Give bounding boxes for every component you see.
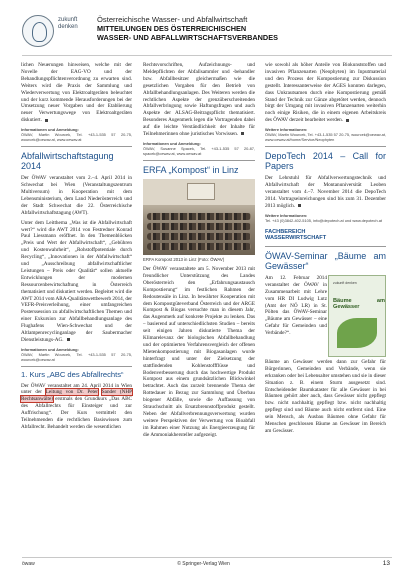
col2-paragraph-1 bbox=[143, 62, 255, 138]
header-divider bbox=[22, 55, 392, 56]
section-label-line-2: WASSERWIRTSCHAFT bbox=[265, 235, 327, 242]
info-text: ÖWAV, Martin Wourcek, Tel. +43-1-535 57 20-75, wourcek@oewav.at, www.oewav.at bbox=[21, 132, 132, 143]
end-mark-icon bbox=[67, 338, 70, 341]
col1-paragraph-2 bbox=[21, 220, 132, 344]
section-label-line-1: FACHBEREICH bbox=[265, 228, 306, 235]
info-text: Tel. +43 (0)3842-402-5105, info@depotech.at und www.depotech.at bbox=[265, 217, 382, 223]
photo-caption: ERFA Kompost 2013 in Linz (Foto: ÖWAV) bbox=[143, 256, 225, 262]
photo-audience-row bbox=[147, 233, 251, 240]
divider bbox=[143, 160, 255, 161]
divider bbox=[265, 246, 386, 247]
seminar-flyer-image bbox=[328, 275, 386, 357]
masthead-title-line-1: MITTEILUNGEN DES ÖSTERREICHISCHEN bbox=[97, 24, 247, 33]
column-2 bbox=[143, 62, 255, 442]
photo-audience-row bbox=[147, 243, 251, 250]
photo-audience-row bbox=[147, 223, 251, 230]
info-label: Weitere Informationen: bbox=[265, 127, 308, 133]
col1-intro-paragraph bbox=[21, 62, 132, 124]
highlighted-text-1: Leitung von Dr. Peter bbox=[45, 389, 99, 396]
col3-paragraph-1 bbox=[265, 62, 386, 124]
col2-info-block-1 bbox=[143, 141, 255, 156]
col3-info-block-2 bbox=[265, 213, 386, 223]
end-mark-icon bbox=[45, 119, 48, 122]
col2-paragraph-2: Der ÖWAV veranstaltete am 5. November 2013 mit freundlicher Unterstützung des Landes Oberösterreich den „Erfahrungsaustausch Kompostierung“ im festlichen Rahmen der Redoutensäle in Linz. In bewährter Kooperation mit dem Kompostgüteverband Österreich und der ARGE Kompost & Biogas versuchte man in diesem Jahr, das Augenmerk auf konkrete Projekte zu lenken. Das – basierend auf unterschiedlichsten Studien – bereits seit einigen Jahren diskutierte Thema der Klimarelevanz der biologischen Abfallbehandlung und der optimierten Verfahrensvergleich der offenen Mietenkompostierung mit Biogasanlagen wurde hinterfragt und unter der Zielsetzung der stattfindenden Kohlenstoffflüsse und Bodenverbesserung durch das hochwertige Produkt Kompost aus einem grundsätzlichen Blickwinkel betrachtet. Auch das zurzeit brennende Thema der Rottedauer in Bezug zur Sammlung und Überbau biogener Abfälle, sowie die Auffassung von Strauchschnitt als Ersatzbrennstoffprodukt gestellt. Neben der Abfallverbrennungsverwertung wurden weitere Perspektiven der Verwertung von Bioabfall im Rahmen einer Nutzung als Energieerzeugung für die Ammoniakhersteller aufgezeigt. bbox=[143, 265, 255, 438]
col1-paragraph-3 bbox=[21, 383, 132, 431]
col2-paragraph-1-text: Rechtsvorschriften, Aufzeichnungs- und Meldepflichten der Abfallsammler und -behandler bzw. Abfallbesitzer gleichermaßen wie die gesetzlichen Vorgaben für den Betrieb von Abfallbehandlungsanlagen. Des Weiteren werden die rechtlichen Aspekte der grenzüberschreitenden Abfallverbringung sowie Haftungsfragen und auch Aspekte der ALSAG-Beitragspflicht thematisiert. Besonderes Augenmerk legen die Vortragenden dabei auf die leichte Verständlichkeit der Inhalte für Teilnehmerinnen ohne juristisches Vorwissen. bbox=[143, 62, 255, 138]
info-text: ÖWAV, Susanne Spacek, Tel. +43-1-535 57 20-87, spacek@oewav.at, www.oewav.at bbox=[143, 145, 255, 156]
end-mark-icon bbox=[346, 119, 349, 122]
leaf-graphic-icon bbox=[337, 318, 377, 348]
info-label: Weitere Informationen: bbox=[265, 212, 308, 218]
divider bbox=[21, 146, 132, 147]
seminar-intro-text: Am 12. Februar 2014 veranstaltet der ÖWAV in Zusammenarbeit mit Lehre vom HR DI Ludwig Lutz (Amt der NÖ LR) in St. Pölten das ÖWAV-Seminar „Bäume am Gewässer – eine Gefahr für Gemeinden und Verbände?“. bbox=[265, 274, 327, 337]
oewav-logo-icon bbox=[22, 15, 54, 47]
page-number: 13 bbox=[382, 560, 390, 567]
heading-abfallwirtschaftstagung: Abfallwirtschaftstagung 2014 bbox=[21, 151, 114, 172]
info-label: Informationen und Anmeldung: bbox=[21, 346, 79, 352]
photo-audience-row bbox=[147, 213, 251, 220]
heading-erfa-kompost: ERFA „Kompost“ in Linz bbox=[143, 164, 239, 175]
flyer-title: Bäume am Gewässer bbox=[333, 297, 385, 310]
col3-info-block-1 bbox=[265, 127, 386, 142]
col3-paragraph-3: Bäume an Gewässer werden dann zur Gefahr für Bürgerinnen, Gemeinden und Verbände, wenn sie erkranken oder bei Lebensalter umstehen und sie in dieser Situation z. B. einem Sturm ausgesetzt sind. Entscheidender Baumkataster für alle Gewässer in bei Bäumen gehört aber auch, dass Gewässer nicht gepflegt bzw. nicht nachhaltig gepflegt bzw. nicht nachhaltig gepflegt sind und Bäume auch nicht entfernt sind. Eine sein Mensch, als Ausbau Bäumen ohne Gefahr für Menschen geschlossen Bäume an Gewässer im Bereich am Gewässer. bbox=[265, 358, 386, 434]
info-label: Informationen und Anmeldung: bbox=[21, 127, 79, 133]
highlighted-text-2: Sander (NHP Rechtsanwälte) bbox=[21, 389, 132, 403]
divider bbox=[21, 366, 132, 367]
masthead-title bbox=[97, 25, 278, 42]
info-text: ÖWAV, Martin Wourcek, Tel. +43-1-535 57 20-75, wourcek@oewav.at, www.oewav.at/home/Service/Neophyten bbox=[265, 132, 386, 143]
col1-paragraph-1: Der ÖWAV veranstaltet vom 2.–4. April 2014 in Schwechat bei Wien (Veranstaltungszentrum Multiversum) in Kooperation mit dem Lebensministerium, dem Land Niederösterreich und der Stadt Schwechat die 22. Österreichische Abfallwirtschaftstagung (AWT). bbox=[21, 175, 132, 216]
info-label: Informationen und Anmeldung: bbox=[143, 140, 201, 146]
col1-paragraph-2-text: Unter dem Leitthema „Was ist die Abfallwirtschaft wert?“ wird die AWT 2014 von Festredner Konrad Paul Liessmann eröffnet. In den Themenblöcken „Preis und Wert der Abfallwirtschaft“, „Gebühren und Kostenwahrheit“, „Rohstoffpotentiale durch Recycling“, „Innovationen in der Abfallwirtschaft“ und „Ausschreibung abfallwirtschaftlicher Leistungen – Preis oder Qualität“ sollen aktuelle Entwicklungen der modernen Ressourcenbewirtschaftung in Österreich thematisiert und diskutiert werden. Begleitet wird die AWT 2014 vom ARA-Qualitätswettbewerb 2014, der VEFR-Preisverleihung, einer umfangreichen Posterssession zu abfallwirtschaftlichen Themen und einer Exkursion zur Abfallbehandlungsanlage des Flughafens Wien-Schwechat und der Altlampenrecyclinganlage der Saubermacher Dienstleistungs-AG. bbox=[21, 219, 132, 343]
column-1 bbox=[21, 62, 132, 434]
flyer-logo-text: zukunft denken bbox=[333, 280, 357, 285]
col1-paragraph-3-end: erstmals den Grundkurs „Das ABC des Abfallrechts für Einsteiger und zur Auffrischung“. Der Kurs vermittelt den Teilnehmenden die rechtlichen Basiswissen zum Abfallrecht. Behandelt werden die wesentlichen bbox=[21, 396, 132, 430]
heading-seminar-baeume: ÖWAV-Seminar „Bäume am Gewässer“ bbox=[265, 250, 386, 271]
col1-info-block-1 bbox=[21, 127, 132, 142]
end-mark-icon bbox=[298, 204, 301, 207]
logo-text: zukunft denken bbox=[58, 17, 78, 30]
footer-copyright: © Springer-Verlag Wien bbox=[177, 561, 230, 567]
col1-intro-text: lichen Neuerungen hinweisen, welche mit der Novelle der EAG-VO und der Behandlungspflichtenverordnung zu erwarten sind. Weiters wird die Praxis der Sammlung und Wiederverwertung von Elektroaltgeräten beleuchtet und der kurz kommende Herausforderungen bei der Umsetzung neuer Vorgaben und der Etablierung neuer Verwertungswege von Elektroaltgeräten diskutiert. bbox=[21, 62, 132, 124]
col3-paragraph-2 bbox=[265, 175, 386, 210]
seminar-block bbox=[265, 275, 386, 395]
heading-abc-abfallrecht: 1. Kurs „ABC des Abfallrechts“ bbox=[21, 369, 124, 379]
footer-divider bbox=[22, 557, 392, 558]
masthead-title-line-2: WASSER- UND ABFALLWIRTSCHAFTSVERBANDES bbox=[97, 32, 278, 42]
end-mark-icon bbox=[241, 132, 244, 135]
column-3 bbox=[265, 62, 386, 438]
masthead-subtitle: Österreichische Wasser- und Abfallwirtschaft bbox=[97, 15, 248, 24]
divider bbox=[265, 146, 386, 147]
col1-paragraph-3-start: Der ÖWAV veranstaltet am 24. April 2014 in Wien unter der bbox=[21, 382, 132, 396]
section-label-wasserwirtschaft bbox=[265, 229, 386, 242]
photo-screen bbox=[187, 183, 215, 200]
footer-journal-name: öwaw bbox=[22, 561, 35, 567]
heading-depotech: DepoTech 2014 – Call for Papers bbox=[265, 151, 386, 172]
masthead bbox=[22, 13, 392, 53]
col3-paragraph-1-text: wie sowohl als höher Anteile von Biokunststoffen und invasiven Pflanzenarten (Neophyten) im Inputmaterial und den Prozess der Kompostierung zur Diskussion gestellt. Interessanterweise der AGES konnten darlegen, dass Unkrautsamen durch eine Kompostierung gemäß Stand der Technik zur Gänze abgetötet werden, dennoch birgt der Umgang mit invasiven Pflanzenarten weiterhin noch einige Risiken, die in einem eigenen Arbeitskreis des ÖWAV derzeit bearbeitet werden. bbox=[265, 62, 386, 124]
col3-paragraph-2-text: Der Lehrstuhl für Abfallverwertungstechnik und Abfallwirtschaft der Montanuniversität Leoben veranstaltet vom 4.–7. November 2014 die DepoTech 2014. Vortragseinreichungen sind bis zum 31. Dezember 2013 möglich. bbox=[265, 175, 386, 209]
info-text: ÖWAV, Martin Wourcek, Tel. +43-1-535 57 20-75, wourcek@oewav.at bbox=[21, 351, 132, 362]
col1-info-block-2 bbox=[21, 347, 132, 362]
conference-photo bbox=[143, 179, 255, 255]
